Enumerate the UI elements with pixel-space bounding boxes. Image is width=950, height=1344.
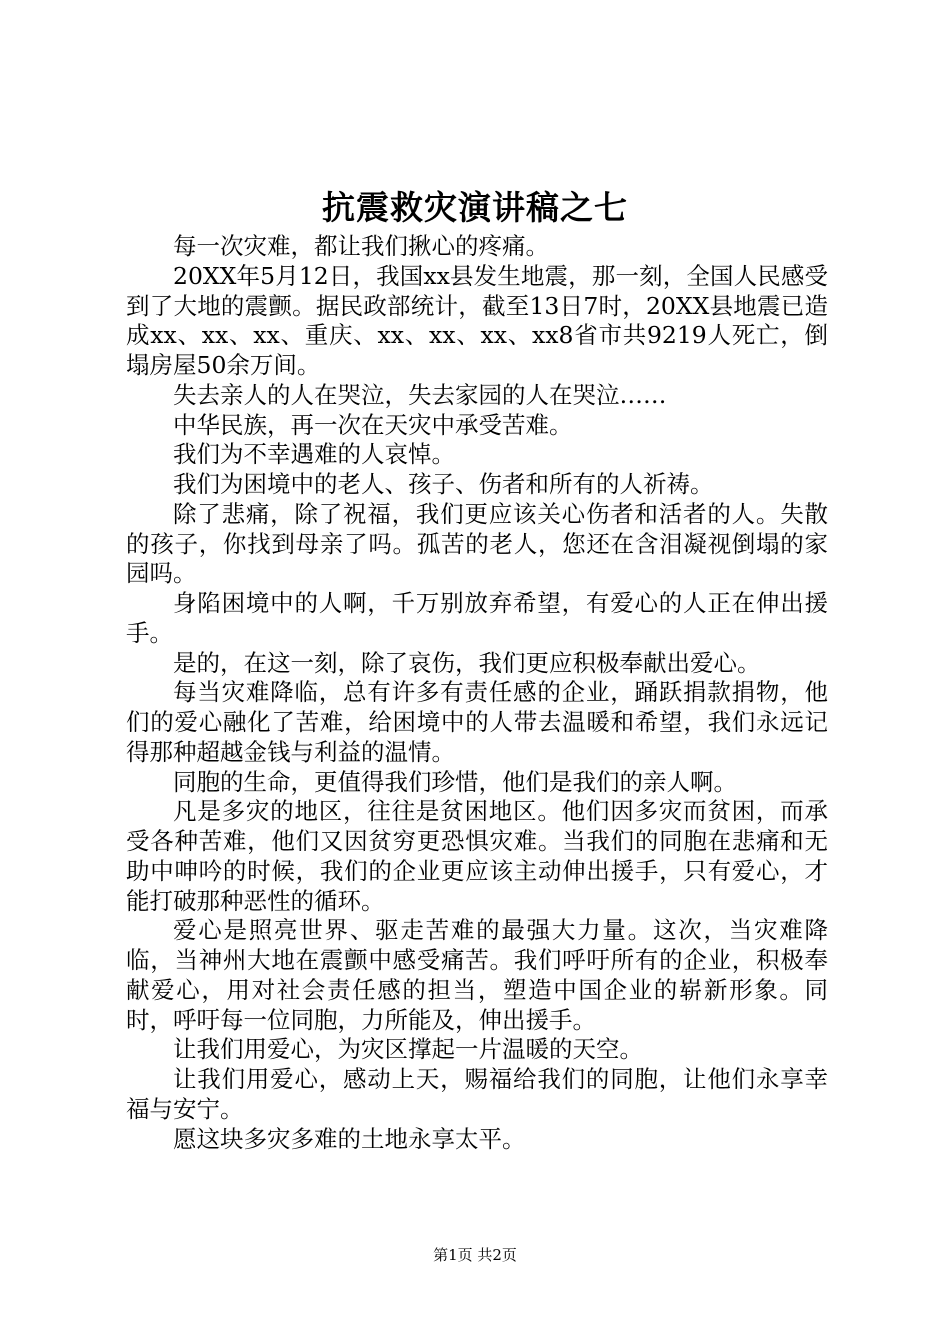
paragraph-2: 20XX年5月12日，我国xx县发生地震，那一刻，全国人民感受到了大地的震颤。据民政部统计，截至13日7时，20XX县地震已造成xx、xx、xx、重庆、xx、xx、xx、xx8省市共9219人死亡，倒塌房屋50余万间。	[126, 261, 828, 379]
paragraph-11: 同胞的生命，更值得我们珍惜，他们是我们的亲人啊。	[173, 767, 737, 796]
paragraph-1: 每一次灾难，都让我们揪心的疼痛。	[173, 232, 549, 260]
paragraph-14: 让我们用爱心，为灾区撑起一片温暖的天空。	[173, 1035, 643, 1064]
paragraph-13: 爱心是照亮世界、驱走苦难的最强大力量。这次，当灾难降临，当神州大地在震颤中感受痛苦。我们呼吁所有的企业，积极奉献爱心，用对社会责任感的担当，塑造中国企业的崭新形象。同时，呼吁每一位同胞，力所能及，伸出援手。	[126, 916, 828, 1034]
paragraph-15: 让我们用爱心，感动上天，赐福给我们的同胞，让他们永享幸福与安宁。	[126, 1065, 828, 1123]
paragraph-5: 我们为不幸遇难的人哀悼。	[173, 440, 455, 469]
paragraph-12: 凡是多灾的地区，往往是贫困地区。他们因多灾而贫困，而承受各种苦难，他们又因贫穷更恐惧灾难。当我们的同胞在悲痛和无助中呻吟的时候，我们的企业更应该主动伸出援手，只有爱心，才能打破那种恶性的循环。	[126, 797, 828, 915]
paragraph-16: 愿这块多灾多难的土地永享太平。	[173, 1124, 526, 1153]
document-body	[126, 232, 828, 1154]
page-footer: 第1页 共2页	[433, 1246, 517, 1264]
paragraph-4: 中华民族，再一次在天灾中承受苦难。	[173, 410, 573, 439]
paragraph-10: 每当灾难降临，总有许多有责任感的企业，踊跃捐款捐物，他们的爱心融化了苦难，给困境中的人带去温暖和希望，我们永远记得那种超越金钱与利益的温情。	[126, 678, 828, 766]
paragraph-8: 身陷困境中的人啊，千万别放弃希望，有爱心的人正在伸出援手。	[126, 589, 828, 647]
paragraph-7: 除了悲痛，除了祝福，我们更应该关心伤者和活者的人。失散的孩子，你找到母亲了吗。孤苦的老人，您还在含泪凝视倒塌的家园吗。	[126, 499, 828, 588]
paragraph-9: 是的，在这一刻，除了哀伤，我们更应积极奉献出爱心。	[173, 648, 761, 677]
document-title: 抗震救灾演讲稿之七	[322, 188, 628, 227]
paragraph-3: 失去亲人的人在哭泣，失去家园的人在哭泣……	[173, 380, 667, 409]
paragraph-6: 我们为困境中的老人、孩子、伤者和所有的人祈祷。	[173, 470, 714, 498]
